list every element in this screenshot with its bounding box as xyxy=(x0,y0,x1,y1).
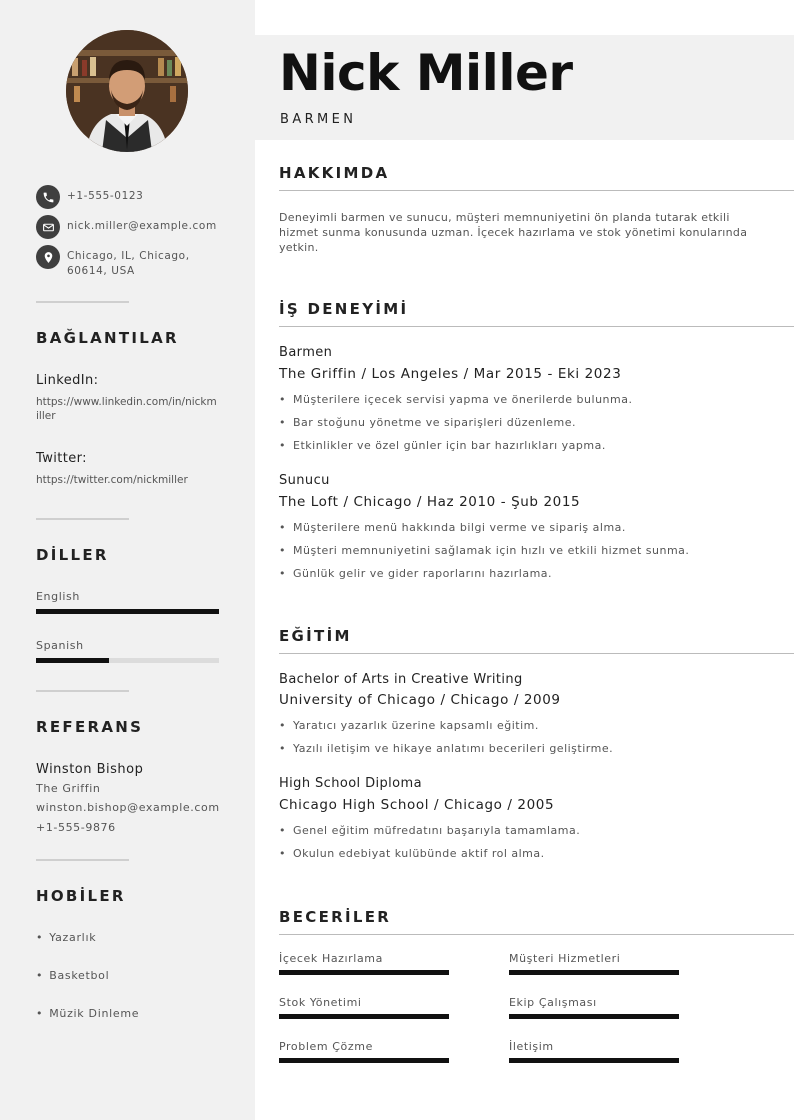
education-bullet: • Yaratıcı yazarlık üzerine kapsamlı eğitim. xyxy=(279,719,539,732)
section-rule xyxy=(279,326,794,327)
job-role: Barmen xyxy=(279,345,333,360)
education-heading: EĞİTİM xyxy=(279,627,352,645)
address-line-1: Chicago, IL, Chicago, xyxy=(67,250,190,262)
section-rule xyxy=(279,934,794,935)
address-line-2: 60614, USA xyxy=(67,265,135,277)
sidebar-divider xyxy=(36,301,129,303)
job-details: The Loft / Chicago / Haz 2010 - Şub 2015 xyxy=(279,494,581,510)
linkedin-url-line-2[interactable]: iller xyxy=(36,410,56,422)
candidate-title: BARMEN xyxy=(280,112,357,127)
about-text xyxy=(279,210,779,255)
degree-details: University of Chicago / Chicago / 2009 xyxy=(279,692,561,708)
profile-photo xyxy=(66,30,188,152)
candidate-name: Nick Miller xyxy=(279,44,573,102)
about-line: Deneyimli barmen ve sunucu, müşteri memnuniyetini ön planda tutarak etkili xyxy=(279,211,730,224)
reference-company: The Griffin xyxy=(36,782,101,795)
job-bullet: • Müşterilere içecek servisi yapma ve önerilerde bulunma. xyxy=(279,393,632,406)
section-rule xyxy=(279,653,794,654)
skill-name: Ekip Çalışması xyxy=(509,996,597,1009)
sidebar-divider xyxy=(36,859,129,861)
education-bullet: • Yazılı iletişim ve hikaye anlatımı becerileri geliştirme. xyxy=(279,742,613,755)
twitter-link[interactable]: https://twitter.com/nickmiller xyxy=(36,474,188,486)
job-role: Sunucu xyxy=(279,473,330,488)
degree-title: High School Diploma xyxy=(279,776,422,791)
degree-title: Bachelor of Arts in Creative Writing xyxy=(279,672,523,687)
sidebar-divider xyxy=(36,690,129,692)
skill-level-bar xyxy=(279,1058,449,1063)
contact-phone xyxy=(36,185,236,209)
skill-name: İletişim xyxy=(509,1040,554,1053)
about-line: yetkin. xyxy=(279,241,319,254)
hobbies-heading: HOBİLER xyxy=(36,887,126,905)
contact-email xyxy=(36,215,236,239)
job-bullet: • Müşterilere menü hakkında bilgi verme ve sipariş alma. xyxy=(279,521,626,534)
skill-level-bar xyxy=(509,970,679,975)
skill-level-fill xyxy=(509,1058,679,1063)
skill-name: İçecek Hazırlama xyxy=(279,952,383,965)
job-bullet: • Bar stoğunu yönetme ve siparişleri düzenleme. xyxy=(279,416,576,429)
experience-heading: İŞ DENEYİMİ xyxy=(279,300,409,318)
job-bullet: • Günlük gelir ve gider raporlarını hazırlama. xyxy=(279,567,552,580)
reference-email: winston.bishop@example.com xyxy=(36,801,220,814)
about-heading: HAKKIMDA xyxy=(279,164,390,182)
language-name: Spanish xyxy=(36,639,84,652)
skill-level-bar xyxy=(509,1058,679,1063)
language-name: English xyxy=(36,590,80,603)
skill-level-fill xyxy=(279,1014,449,1019)
mail-icon xyxy=(36,215,60,239)
hobby-item: • Basketbol xyxy=(36,969,109,982)
education-bullet: • Okulun edebiyat kulübünde aktif rol alma. xyxy=(279,847,545,860)
education-bullet: • Genel eğitim müfredatını başarıyla tamamlama. xyxy=(279,824,580,837)
language-level-bar xyxy=(36,609,219,614)
skill-name: Problem Çözme xyxy=(279,1040,373,1053)
phone-icon xyxy=(36,185,60,209)
phone-text: +1-555-0123 xyxy=(67,190,144,202)
skill-level-fill xyxy=(279,970,449,975)
contact-address xyxy=(36,245,236,279)
address-text xyxy=(67,245,190,279)
location-pin-icon xyxy=(36,245,60,269)
language-level-fill xyxy=(36,609,219,614)
skill-name: Müşteri Hizmetleri xyxy=(509,952,621,965)
hobby-item: • Yazarlık xyxy=(36,931,96,944)
hobby-item: • Müzik Dinleme xyxy=(36,1007,139,1020)
sidebar-divider xyxy=(36,518,129,520)
section-rule xyxy=(279,190,794,191)
reference-name: Winston Bishop xyxy=(36,762,144,777)
reference-phone: +1-555-9876 xyxy=(36,821,116,834)
job-bullet: • Müşteri memnuniyetini sağlamak için hızlı ve etkili hizmet sunma. xyxy=(279,544,689,557)
languages-heading: DİLLER xyxy=(36,546,109,564)
skill-level-bar xyxy=(279,970,449,975)
skills-heading: BECERİLER xyxy=(279,908,392,926)
links-heading: BAĞLANTILAR xyxy=(36,329,179,347)
language-level-bar xyxy=(36,658,219,663)
job-bullet: • Etkinlikler ve özel günler için bar hazırlıkları yapma. xyxy=(279,439,606,452)
linkedin-url-line-1[interactable]: https://www.linkedin.com/in/nickm xyxy=(36,396,217,408)
sidebar xyxy=(0,0,255,1120)
degree-details: Chicago High School / Chicago / 2005 xyxy=(279,797,555,813)
linkedin-link[interactable] xyxy=(36,395,224,423)
language-level-fill xyxy=(36,658,109,663)
about-line: hizmet sunma konusunda uzman. İçecek hazırlama ve stok yönetimi konularında xyxy=(279,226,748,239)
skill-level-bar xyxy=(509,1014,679,1019)
skill-level-bar xyxy=(279,1014,449,1019)
skill-level-fill xyxy=(279,1058,449,1063)
skill-name: Stok Yönetimi xyxy=(279,996,362,1009)
twitter-label: Twitter: xyxy=(36,451,87,466)
reference-heading: REFERANS xyxy=(36,718,144,736)
job-details: The Griffin / Los Angeles / Mar 2015 - Eki 2023 xyxy=(279,366,622,382)
email-text: nick.miller@example.com xyxy=(67,220,217,232)
skill-level-fill xyxy=(509,1014,679,1019)
linkedin-label: LinkedIn: xyxy=(36,373,99,388)
skill-level-fill xyxy=(509,970,679,975)
